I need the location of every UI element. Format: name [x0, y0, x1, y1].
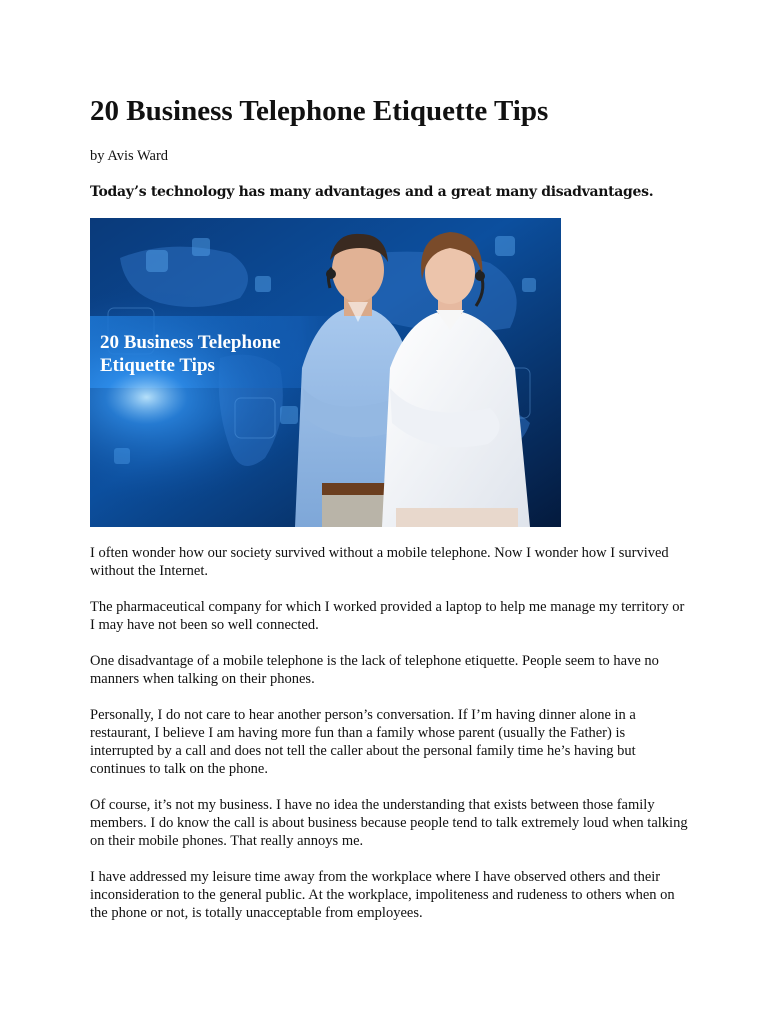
article-title: 20 Business Telephone Etiquette Tips — [90, 95, 549, 127]
paragraph: I have addressed my leisure time away from the workplace where I have observed others and their inconsideration to the general public. At the workplace, impoliteness and rudeness to others when on the phone or not, is totally unacceptable from employees. — [90, 869, 675, 921]
article-byline: by Avis Ward — [90, 148, 169, 164]
paragraph: One disadvantage of a mobile telephone is the lack of telephone etiquette. People seem to have no manners when talking on their phones. — [90, 653, 659, 687]
hero-title-line1: 20 Business Telephone — [100, 332, 281, 353]
article-lead: Today’s technology has many advantages and a great many disadvantages. — [90, 184, 654, 200]
hero-image — [90, 218, 561, 527]
paragraph: Of course, it’s not my business. I have no idea the understanding that exists between those family members. I do know the call is about business because people tend to talk extremely loud when talking on their mobile phones. That really annoys me. — [90, 797, 688, 849]
paragraph: Personally, I do not care to hear another person’s conversation. If I’m having dinner alone in a restaurant, I believe I am having more fun than a family whose parent (usually the Father) is interrupted by a call and does not tell the caller about the personal family time he’s having but continues to talk on the phone. — [90, 707, 636, 777]
paragraph: The pharmaceutical company for which I worked provided a laptop to help me manage my territory or I may have not been so well connected. — [90, 599, 685, 633]
hero-title-line2: Etiquette Tips — [100, 355, 215, 376]
paragraph: I often wonder how our society survived without a mobile telephone. Now I wonder how I survived without the Internet. — [90, 545, 669, 579]
